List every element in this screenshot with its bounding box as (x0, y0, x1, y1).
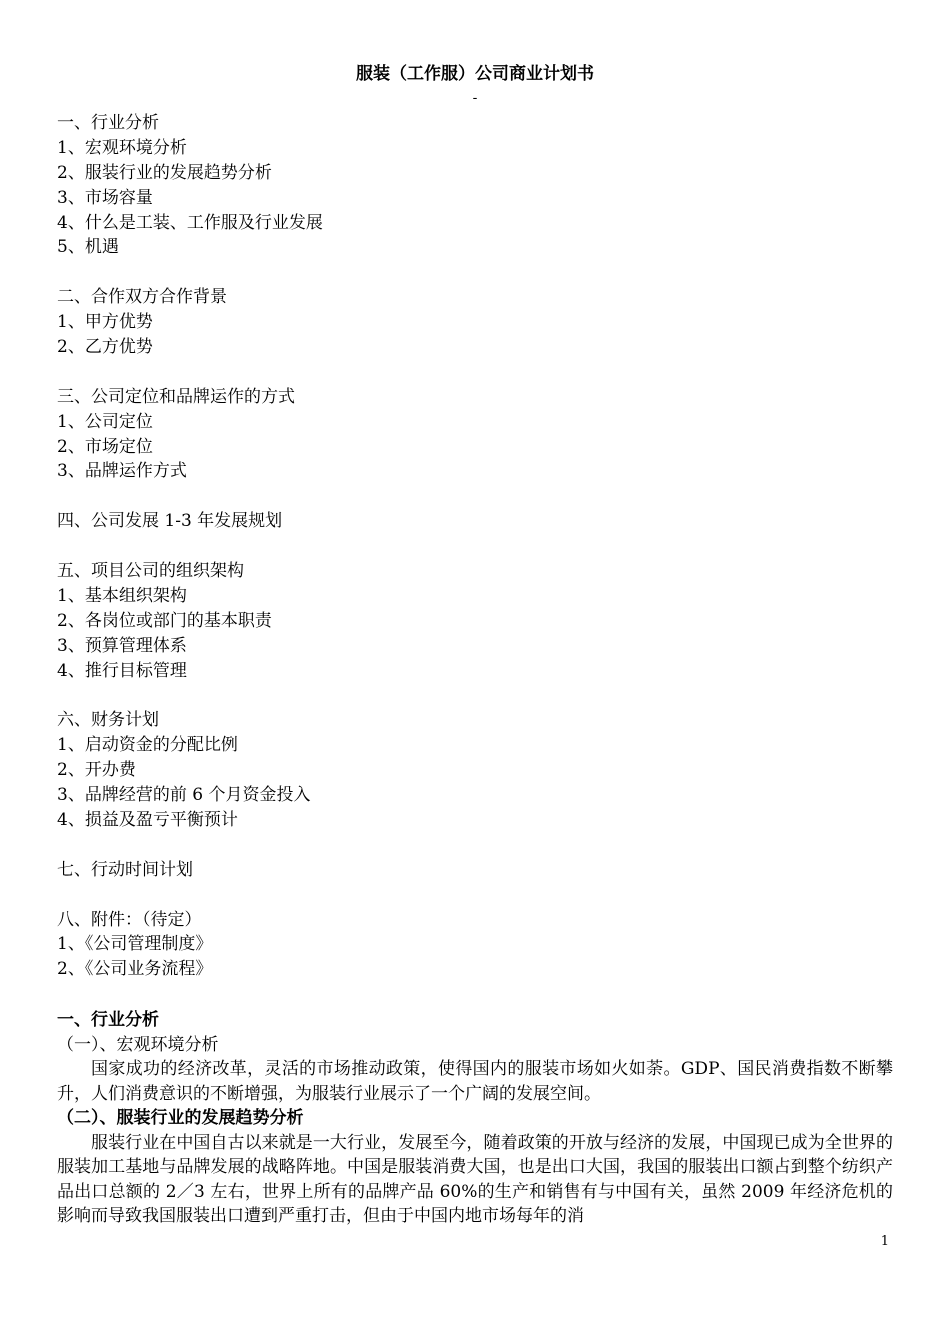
toc-line: 2、开办费 (57, 760, 136, 781)
toc-line: 2、各岗位或部门的基本职责 (57, 610, 272, 631)
toc-line: 1、宏观环境分析 (57, 137, 187, 158)
toc-blank-line (57, 484, 897, 509)
toc-line: 四、公司发展 1-3 年发展规划 (57, 511, 283, 532)
toc-line: 2、《公司业务流程》 (57, 959, 213, 980)
section-industry-analysis (57, 1008, 893, 1229)
toc-line: 1、基本组织架构 (57, 585, 187, 606)
toc-line: 三、公司定位和品牌运作的方式 (57, 386, 295, 407)
title-dash: - (472, 90, 478, 106)
toc-line: 五、项目公司的组织架构 (57, 561, 244, 582)
table-of-contents (57, 111, 897, 982)
subsection-heading-trend: （二）、服装行业的发展趋势分析 (57, 1108, 304, 1129)
toc-line: 1、公司定位 (57, 411, 153, 432)
document-title: 服装（工作服）公司商业计划书 (356, 64, 594, 84)
toc-line: 2、服装行业的发展趋势分析 (57, 162, 272, 183)
toc-line: 六、财务计划 (57, 710, 159, 731)
toc-line: 4、损益及盈亏平衡预计 (57, 809, 238, 830)
toc-line: 1、启动资金的分配比例 (57, 735, 238, 756)
subsection-heading-macro: （一）、宏观环境分析 (57, 1034, 219, 1055)
toc-line: 4、推行目标管理 (57, 660, 187, 681)
toc-line: 1、甲方优势 (57, 312, 153, 333)
toc-line: 二、合作双方合作背景 (57, 287, 227, 308)
toc-line: 七、行动时间计划 (57, 859, 193, 880)
toc-line: 3、市场容量 (57, 187, 153, 208)
toc-blank-line (57, 260, 897, 285)
toc-line: 1、《公司管理制度》 (57, 934, 213, 955)
toc-blank-line (57, 683, 897, 708)
section-heading: 一、行业分析 (57, 1010, 159, 1030)
page-number: 1 (880, 1234, 889, 1249)
toc-blank-line (57, 833, 897, 858)
paragraph-industry-trend: 服装行业在中国自古以来就是一大行业，发展至今，随着政策的开放与经济的发展，中国现已成为全世界的服装加工基地与品牌发展的战略阵地。中国是服装消费大国，也是出口大国，我国的服装出口额占到整个纺织产品出口总额的 2／3 左右，世界上所有的品牌产品 60%的生产和销售有与中国有关，虽然 2009 年经济危机的影响而导致我国服装出口遭到严重打击，但由于中国内地市场每年的消 (57, 1132, 893, 1227)
toc-line: 3、品牌运作方式 (57, 461, 187, 482)
toc-line: 八、附件：（待定） (57, 909, 202, 930)
paragraph-macro-environment: 国家成功的经济改革，灵活的市场推动政策，使得国内的服装市场如火如荼。GDP、国民消费指数不断攀升，人们消费意识的不断增强，为服装行业展示了一个广阔的发展空间。 (57, 1059, 893, 1104)
toc-line: 5、机遇 (57, 237, 119, 258)
toc-line: 一、行业分析 (57, 113, 159, 133)
toc-blank-line (57, 360, 897, 385)
toc-line: 2、乙方优势 (57, 337, 153, 358)
toc-line: 4、什么是工装、工作服及行业发展 (57, 212, 323, 233)
toc-blank-line (57, 534, 897, 559)
toc-line: 3、预算管理体系 (57, 635, 187, 656)
toc-line: 2、市场定位 (57, 436, 153, 457)
toc-blank-line (57, 883, 897, 908)
toc-line: 3、品牌经营的前 6 个月资金投入 (57, 785, 311, 806)
